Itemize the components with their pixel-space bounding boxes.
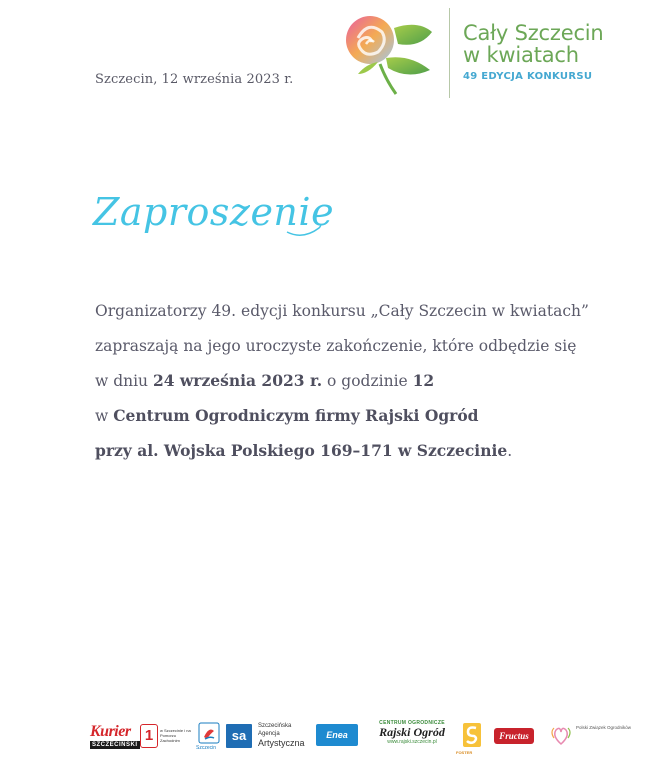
pzo-name: Polski Związek Ogrodników bbox=[576, 725, 632, 730]
kurier-logo bbox=[90, 724, 140, 750]
rajski-name: Rajski Ogród bbox=[379, 725, 445, 739]
sa-name bbox=[258, 722, 318, 749]
flower-logo-icon bbox=[338, 8, 438, 98]
body-line-5-end: . bbox=[507, 442, 513, 460]
enea-logo: Enea bbox=[316, 724, 358, 746]
body-line-3-pre: w dniu bbox=[95, 372, 153, 390]
fructus-logo: Fructus bbox=[494, 728, 534, 744]
logo-line-2: w kwiatach bbox=[463, 43, 579, 67]
pzo-logo-icon bbox=[548, 722, 574, 748]
event-date: 24 września 2023 r. bbox=[152, 371, 323, 390]
logo-line-1: Cały Szczecin bbox=[463, 21, 604, 45]
title-swash-icon bbox=[285, 218, 325, 238]
kurier-badge: 1 bbox=[140, 724, 158, 748]
kurier-sub: SZCZECIŃSKI bbox=[90, 741, 140, 749]
foster-label: FOSTER bbox=[456, 750, 473, 755]
sponsor-footer bbox=[90, 716, 650, 756]
body-line-5 bbox=[95, 438, 635, 464]
rajski-top: CENTRUM OGRODNICZE bbox=[379, 720, 445, 726]
body-line-3-mid: o godzinie bbox=[322, 372, 413, 390]
szczecin-city-label: Szczecin bbox=[196, 745, 217, 751]
logo-wordmark bbox=[463, 22, 604, 82]
sa-line-1: Szczecińska bbox=[258, 723, 292, 729]
logo-divider bbox=[449, 8, 450, 98]
kurier-tagline: w Szczecinie i na Pomorzu Zachodnim bbox=[160, 728, 191, 743]
rajski-ogrod-logo bbox=[372, 720, 452, 745]
sa-line-3: Artystyczna bbox=[258, 738, 305, 748]
logo-edition: 49 EDYCJA KONKURSU bbox=[463, 71, 593, 82]
sa-line-2: Agencja bbox=[258, 731, 280, 737]
kurier-name: Kurier bbox=[90, 723, 131, 740]
invitation-title: Zaproszenie bbox=[93, 190, 335, 234]
event-venue: Centrum Ogrodniczym firmy Rajski Ogród bbox=[113, 406, 479, 425]
body-line-2: zapraszają na jego uroczyste zakończenie, które odbędzie się bbox=[95, 337, 577, 355]
invitation-body bbox=[95, 298, 635, 473]
place-date: Szczecin, 12 września 2023 r. bbox=[95, 72, 294, 87]
foster-logo-icon bbox=[462, 722, 482, 750]
body-line-4 bbox=[95, 403, 635, 429]
event-address: przy al. Wojska Polskiego 169–171 w Szczecinie bbox=[95, 441, 508, 460]
event-hour: 12 bbox=[412, 371, 435, 390]
szczecin-city-icon bbox=[198, 722, 220, 744]
rajski-url: www.rajski.szczecin.pl bbox=[387, 739, 437, 745]
body-line-4-pre: w bbox=[95, 407, 114, 425]
body-line-3 bbox=[95, 368, 635, 394]
sa-logo: sa bbox=[226, 724, 252, 748]
body-line-1: Organizatorzy 49. edycji konkursu „Cały Szczecin w kwiatach” bbox=[95, 302, 589, 320]
